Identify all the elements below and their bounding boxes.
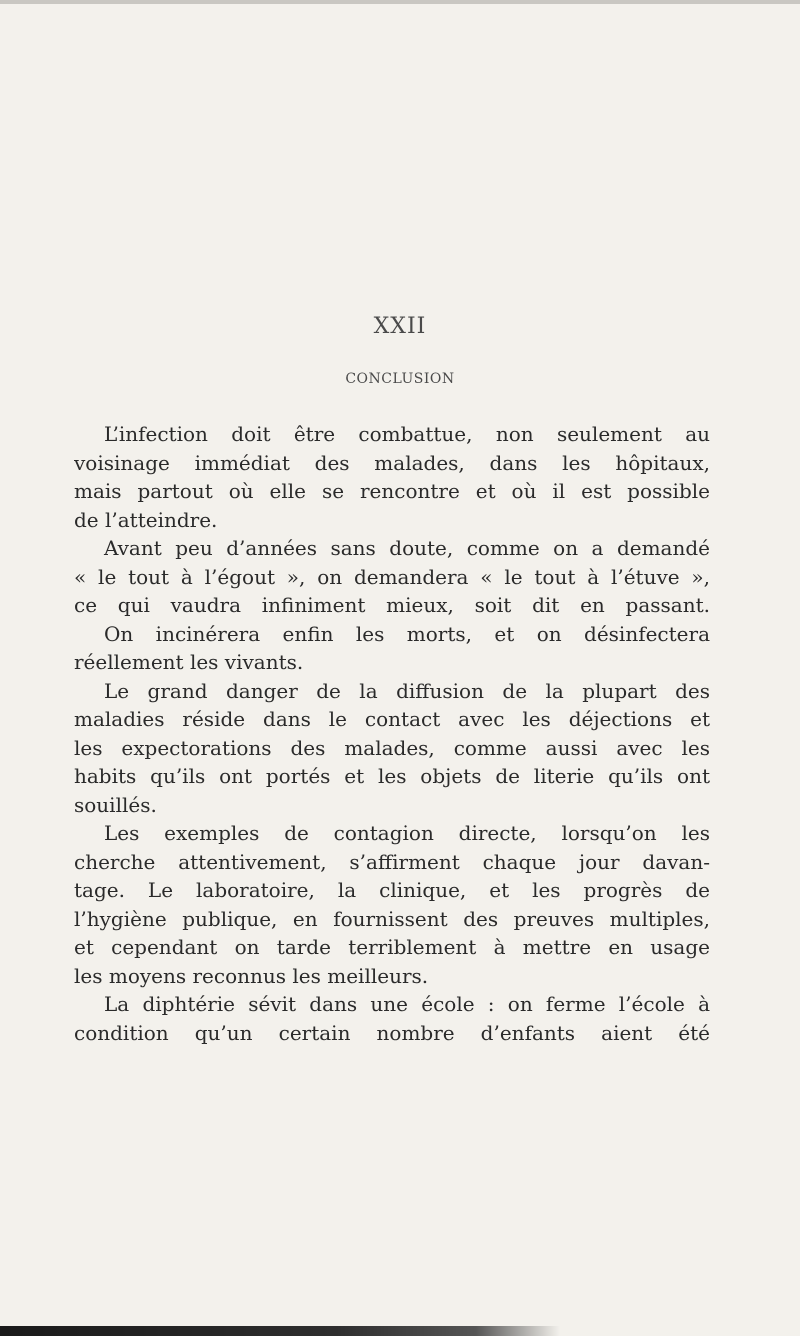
- page-top-edge: [0, 0, 800, 4]
- text-line: voisinage immédiat des malades, dans les hôpitaux,: [74, 450, 710, 475]
- chapter-title: CONCLUSION: [345, 371, 455, 387]
- text-line: tage. Le laboratoire, la clinique, et les progrès de: [74, 878, 710, 902]
- text-line: souillés.: [74, 792, 157, 817]
- text-line: condition qu’un certain nombre d’enfants aient été: [74, 1020, 710, 1045]
- text-line: habits qu’ils ont portés et les objets de literie qu’ils ont: [74, 764, 710, 788]
- text-line: l’hygiène publique, en fournissent des preuves multiples,: [74, 906, 710, 931]
- text-line: Le grand danger de la diffusion de la plupart des: [104, 678, 710, 703]
- text-line: maladies réside dans le contact avec les déjections et: [74, 707, 710, 731]
- text-line: On incinérera enfin les morts, et on désinfectera: [104, 621, 710, 646]
- text-line: mais partout où elle se rencontre et où il est possible: [74, 479, 710, 503]
- text-line: ce qui vaudra infiniment mieux, soit dit en passant.: [74, 593, 710, 617]
- text-line: les expectorations des malades, comme aussi avec les: [74, 735, 710, 760]
- text-line: « le tout à l’égout », on demandera « le tout à l’étuve »,: [74, 564, 710, 589]
- text-line: de l’atteindre.: [74, 507, 218, 532]
- text-line: Les exemples de contagion directe, lorsqu’on les: [104, 821, 710, 845]
- text-line: et cependant on tarde terriblement à mettre en usage: [74, 935, 710, 959]
- text-line: cherche attentivement, s’affirment chaque jour davan-: [74, 849, 710, 874]
- text-line: les moyens reconnus les meilleurs.: [74, 963, 429, 988]
- text-line: La diphtérie sévit dans une école : on ferme l’école à: [104, 992, 710, 1016]
- text-line: Avant peu d’années sans doute, comme on a demandé: [104, 536, 710, 560]
- text-line: L’infection doit être combattue, non seulement au: [104, 422, 710, 446]
- chapter-number: XXII: [373, 314, 427, 339]
- body-text: [74, 420, 710, 1047]
- page-bottom-edge: [0, 1326, 560, 1336]
- text-line: réellement les vivants.: [74, 650, 304, 674]
